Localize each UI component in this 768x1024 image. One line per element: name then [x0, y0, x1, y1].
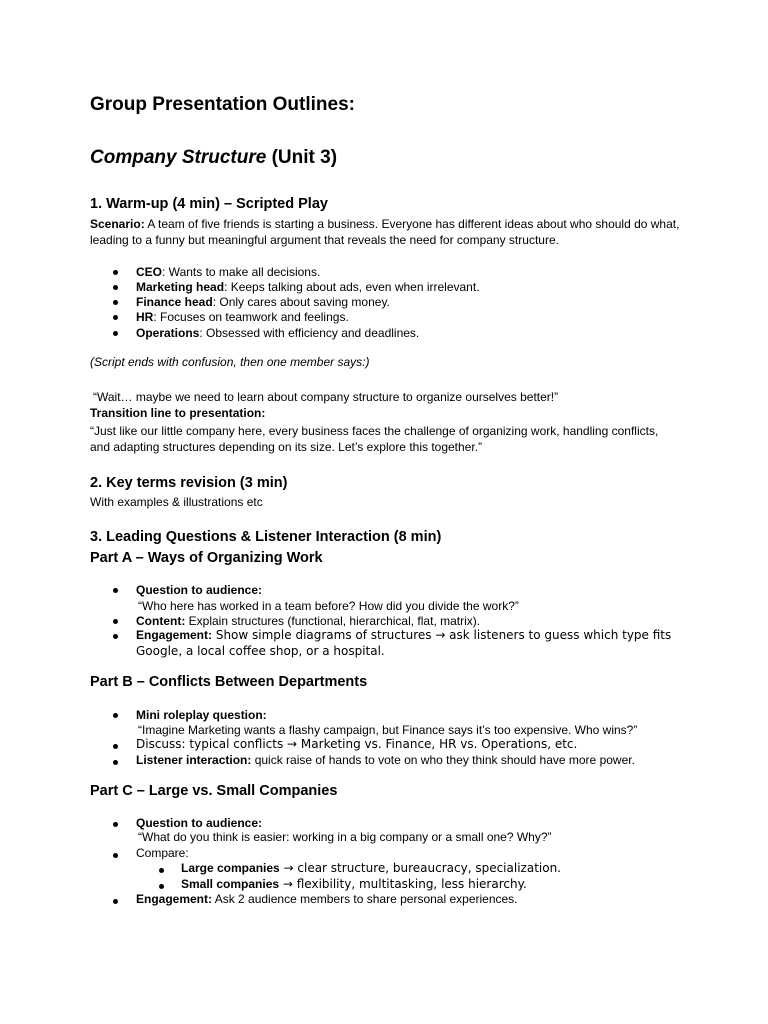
role-finance — [136, 294, 390, 310]
bullet-icon — [113, 619, 118, 624]
bullet-icon — [113, 634, 118, 639]
engagement-text: Show simple diagrams of structures → ask listeners to guess which type fits Google, a local coffee shop, or a hospital. — [136, 628, 672, 658]
role-name: CEO — [136, 265, 163, 279]
bullet-icon — [113, 331, 118, 336]
role-ceo — [136, 264, 320, 280]
role-hr — [136, 309, 349, 325]
engagement-text: Ask 2 audience members to share personal experiences. — [212, 892, 518, 906]
bullet-icon — [113, 270, 118, 275]
key-terms-heading: 2. Key terms revision (3 min) — [90, 475, 288, 491]
part-a-question-label: Question to audience: — [136, 583, 263, 597]
role-name: Marketing head — [136, 280, 225, 294]
transition-label: Transition line to presentation: — [90, 406, 266, 420]
part-c-compare-label: Compare: — [136, 846, 189, 860]
role-desc: : Only cares about saving money. — [212, 295, 390, 309]
part-c-question-label: Question to audience: — [136, 816, 263, 830]
script-note: (Script ends with confusion, then one member says:) — [90, 355, 370, 369]
role-desc: : Keeps talking about ads, even when irrelevant. — [224, 280, 480, 294]
part-c-large — [181, 860, 561, 876]
part-a-heading: Part A – Ways of Organizing Work — [90, 550, 323, 566]
small-label: Small companies — [181, 877, 280, 891]
bullet-icon — [113, 285, 118, 290]
role-marketing — [136, 279, 480, 295]
warmup-heading: 1. Warm-up (4 min) – Scripted Play — [90, 196, 328, 212]
role-desc: : Obsessed with efficiency and deadlines. — [199, 326, 420, 340]
scenario-paragraph — [90, 216, 690, 248]
key-terms-text: With examples & illustrations etc — [90, 495, 263, 509]
role-name: Operations — [136, 326, 200, 340]
small-text: → flexibility, multitasking, less hierarchy. — [279, 877, 527, 891]
part-a-question-text: “Who here has worked in a team before? How did you divide the work?” — [138, 599, 519, 613]
large-text: → clear structure, bureaucracy, specialization. — [279, 861, 561, 875]
scenario-text: A team of five friends is starting a business. Everyone has different ideas about who should do what, leading to a funny but meaningful argument that reveals the need for company structure. — [90, 217, 680, 247]
bullet-icon — [113, 713, 118, 718]
part-a-engagement — [136, 627, 696, 659]
part-b-roleplay-label: Mini roleplay question: — [136, 708, 267, 722]
part-c-question-text: “What do you think is easier: working in a big company or a small one? Why?” — [138, 830, 552, 844]
part-b-listener — [136, 752, 635, 768]
subtitle-unit: (Unit 3) — [266, 147, 338, 168]
bullet-icon — [113, 300, 118, 305]
large-label: Large companies — [181, 861, 280, 875]
transition-text: “Just like our little company here, every business faces the challenge of organizing work, handling conflicts, and adapting structures depending on its size. Let’s explore this together.” — [90, 424, 659, 454]
bullet-icon — [113, 822, 118, 827]
role-desc: : Wants to make all decisions. — [162, 265, 321, 279]
leading-heading: 3. Leading Questions & Listener Interaction (8 min) — [90, 529, 442, 545]
page-title: Group Presentation Outlines: — [90, 94, 355, 115]
role-name: Finance head — [136, 295, 213, 309]
part-c-engagement — [136, 891, 518, 907]
role-desc: : Focuses on teamwork and feelings. — [153, 310, 349, 324]
role-operations — [136, 325, 419, 341]
scenario-label: Scenario: — [90, 217, 145, 231]
bullet-icon — [159, 868, 164, 873]
content-label: Content: — [136, 614, 186, 628]
bullet-icon — [113, 315, 118, 320]
bullet-icon — [113, 899, 118, 904]
bullet-icon — [113, 853, 118, 858]
engagement-label: Engagement: — [136, 892, 213, 906]
subtitle-topic: Company Structure — [90, 147, 267, 168]
engagement-label: Engagement: — [136, 628, 213, 642]
content-text: Explain structures (functional, hierarchical, flat, matrix). — [185, 614, 481, 628]
page-subtitle — [90, 147, 337, 169]
member-quote: “Wait… maybe we need to learn about company structure to organize ourselves better!” — [93, 390, 559, 404]
bullet-icon — [113, 744, 118, 749]
part-b-roleplay-text: “Imagine Marketing wants a flashy campaign, but Finance says it’s too expensive. Who wins?” — [138, 723, 638, 737]
listener-label: Listener interaction: — [136, 753, 252, 767]
bullet-icon — [113, 588, 118, 593]
listener-text: quick raise of hands to vote on who they think should have more power. — [251, 753, 635, 767]
bullet-icon — [113, 760, 118, 765]
part-b-heading: Part B – Conflicts Between Departments — [90, 674, 368, 690]
role-name: HR — [136, 310, 154, 324]
part-c-heading: Part C – Large vs. Small Companies — [90, 783, 338, 799]
part-b-discuss: Discuss: typical conflicts → Marketing vs. Finance, HR vs. Operations, etc. — [136, 737, 578, 751]
bullet-icon — [159, 884, 164, 889]
part-c-small — [181, 876, 527, 892]
